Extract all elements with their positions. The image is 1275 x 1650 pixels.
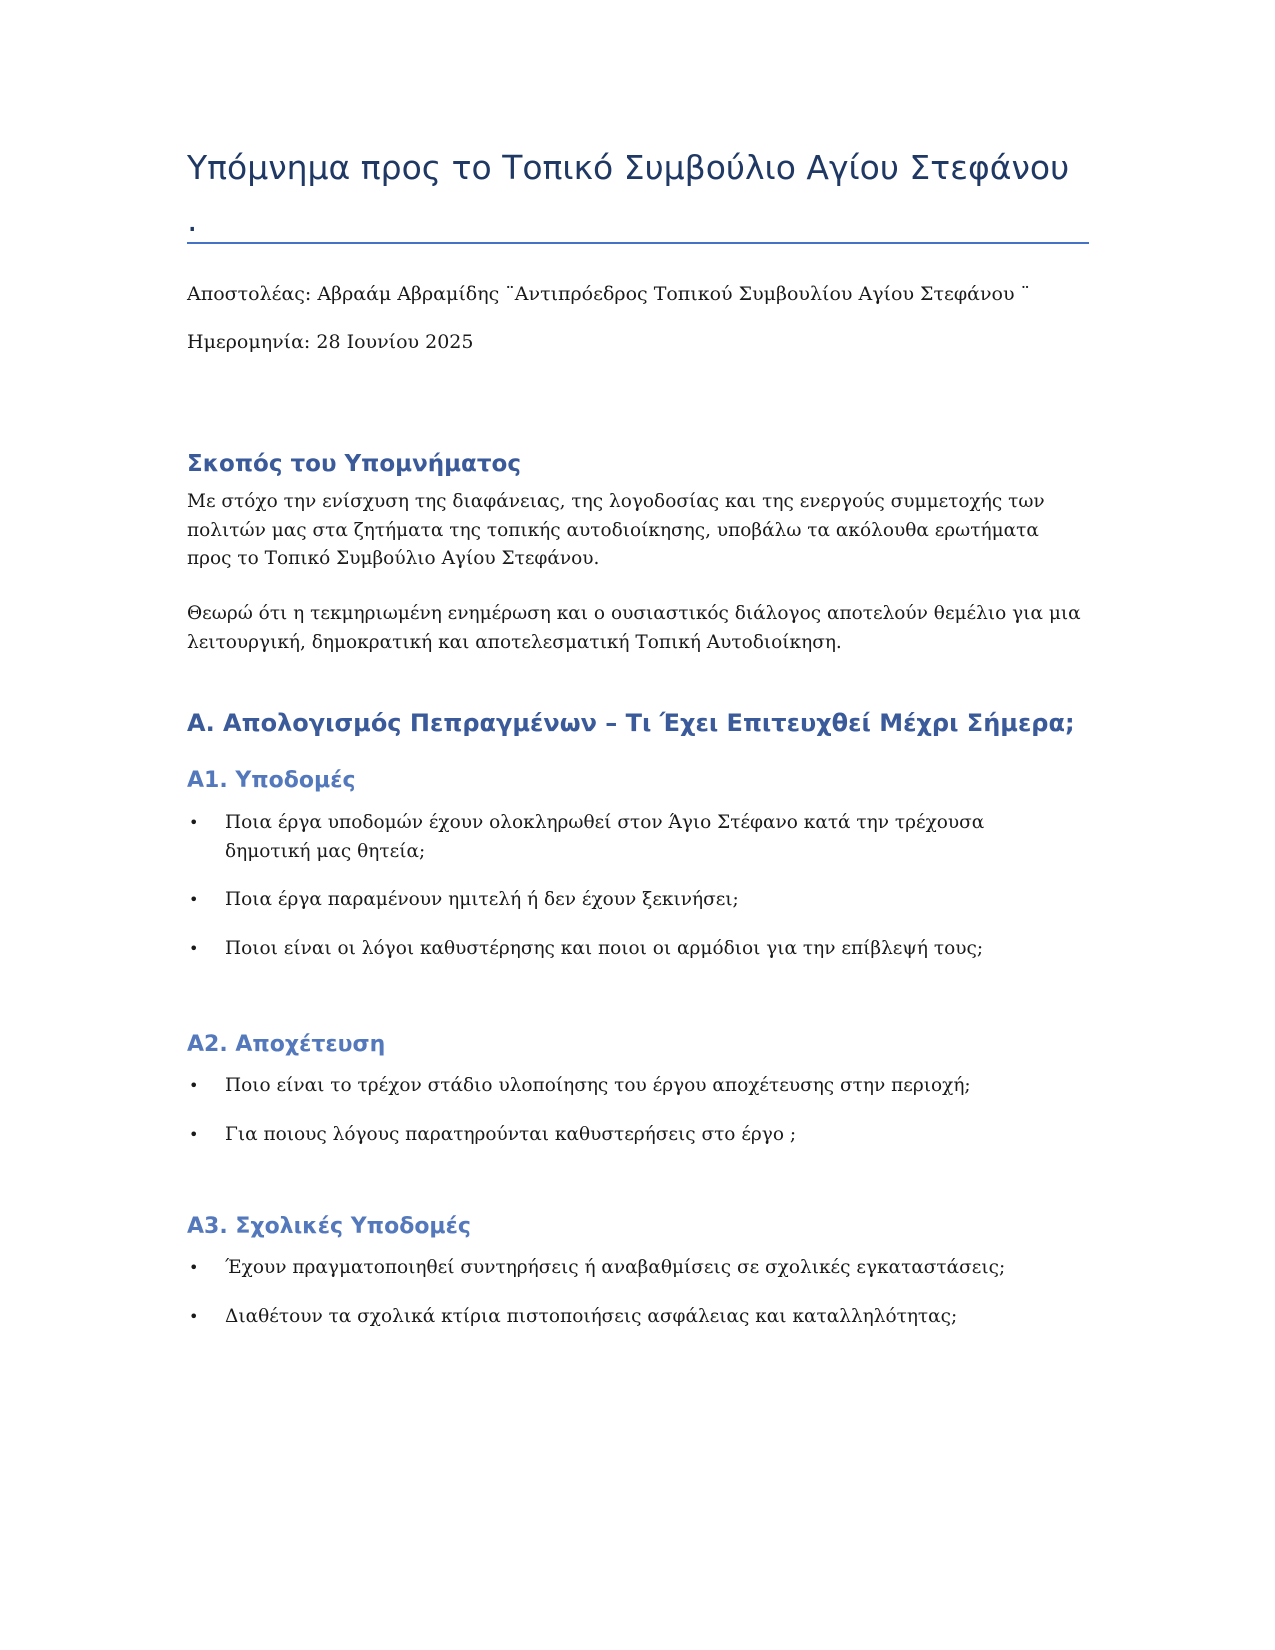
list-item-text: Ποια έργα παραμένουν ημιτελή ή δεν έχουν ξεκινήσει;: [225, 889, 739, 910]
list-item-text: Ποιο είναι το τρέχον στάδιο υλοποίησης του έργου αποχέτευσης στην περιοχή;: [225, 1075, 971, 1096]
list-item-text: Για ποιους λόγους παρατηρούνται καθυστερήσεις στο έργο ;: [225, 1124, 797, 1145]
bullet-icon: •: [189, 939, 199, 958]
bullet-icon: •: [189, 1307, 199, 1326]
list-item: [187, 1302, 1089, 1331]
list-item: [187, 1071, 1089, 1100]
subsection-a3-heading: Α3. Σχολικές Υποδομές: [187, 1214, 471, 1239]
sender-line: Αποστολέας: Αβραάμ Αβραμίδης ¨Αντιπρόεδρος Τοπικού Συμβουλίου Αγίου Στεφάνου ¨: [187, 283, 1031, 305]
list-item-text: Ποιοι είναι οι λόγοι καθυστέρησης και ποιοι οι αρμόδιοι για την επίβλεψή τους;: [225, 938, 984, 959]
list-item-text: Ποια έργα υποδομών έχουν ολοκληρωθεί στον Άγιο Στέφανο κατά την τρέχουσα δημοτική μας θητεία;: [225, 812, 985, 862]
bullet-icon: •: [189, 1076, 199, 1095]
purpose-paragraph-1: Με στόχο την ενίσχυση της διαφάνειας, της λογοδοσίας και της ενεργούς συμμετοχής των πολιτών μας στα ζητήματα της τοπικής αυτοδιοίκησης, υποβάλω τα ακόλουθα ερωτήματα προς το Τοπικό Συμβούλιο Αγίου Στεφάνου.: [187, 491, 1045, 569]
title-underline: [187, 242, 1089, 244]
bullet-icon: •: [189, 890, 199, 909]
list-item: [187, 1253, 1089, 1282]
bullet-icon: •: [189, 1258, 199, 1277]
bullet-icon: •: [189, 1125, 199, 1144]
list-item: [187, 1120, 1089, 1149]
list-item: [187, 934, 1089, 963]
subsection-a1-heading: Α1. Υποδομές: [187, 768, 356, 793]
list-item-text: Διαθέτουν τα σχολικά κτίρια πιστοποιήσεις ασφάλειας και καταλληλότητας;: [225, 1306, 958, 1327]
subsection-a2-heading: Α2. Αποχέτευση: [187, 1032, 386, 1057]
purpose-heading: Σκοπός του Υπομνήματος: [187, 451, 521, 477]
date-line: Ημερομηνία: 28 Ιουνίου 2025: [187, 331, 474, 353]
list-item: [187, 808, 1089, 866]
bullet-icon: •: [189, 813, 199, 832]
section-a-heading: Α. Απολογισμός Πεπραγμένων – Τι Έχει Επιτευχθεί Μέχρι Σήμερα;: [187, 709, 1075, 737]
list-item: [187, 885, 1089, 914]
purpose-paragraph-2: Θεωρώ ότι η τεκμηριωμένη ενημέρωση και ο ουσιαστικός διάλογος αποτελούν θεμέλιο για μια λειτουργική, δημοκρατική και αποτελεσματική Τοπική Αυτοδιοίκηση.: [187, 603, 1081, 653]
list-item-text: Έχουν πραγματοποιηθεί συντηρήσεις ή αναβαθμίσεις σε σχολικές εγκαταστάσεις;: [225, 1257, 1006, 1278]
document-title: Υπόμνημα προς το Τοπικό Συμβούλιο Αγίου Στεφάνου .: [187, 148, 1070, 239]
